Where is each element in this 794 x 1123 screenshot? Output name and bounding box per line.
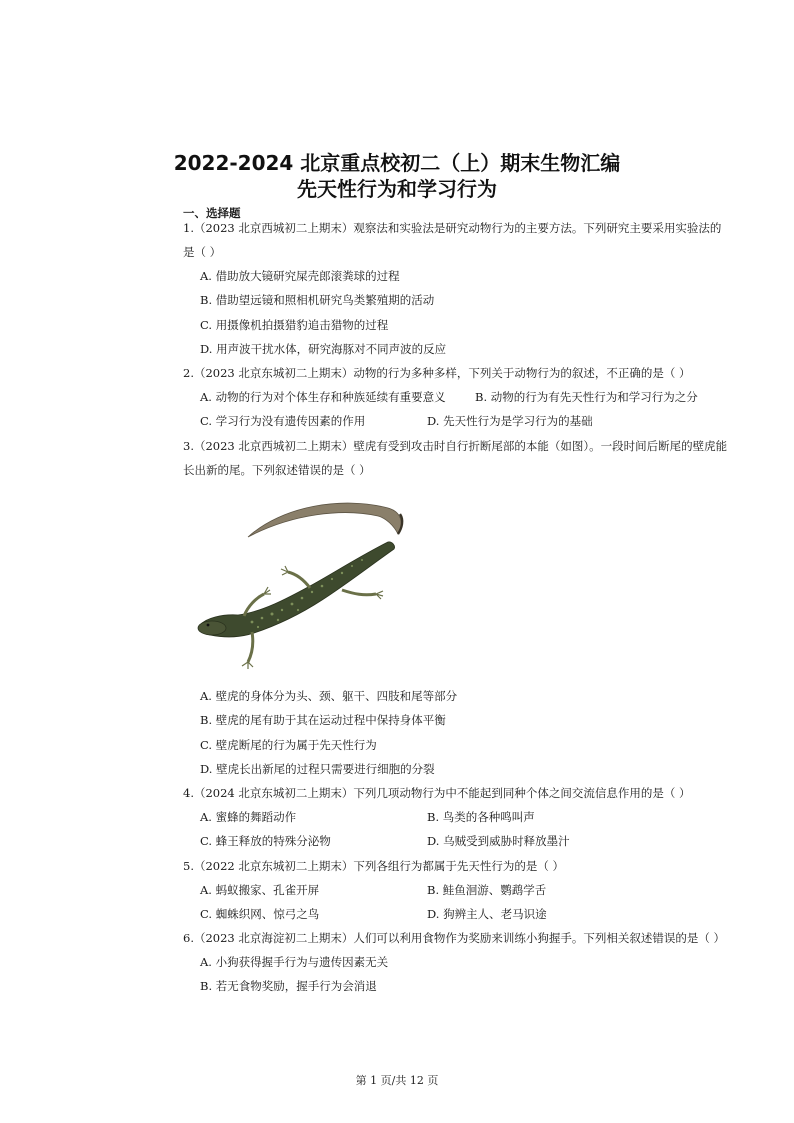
q1-option-c: C. 用摄像机拍摄猎豹追击猎物的过程 [200,318,389,332]
q2-stem-pre: 2.（2023 北京东城初二上期末）动物的行为多种多样，下列关于动物行为的叙述， [183,366,607,380]
q2-option-d: D. 先天性行为是学习行为的基础 [427,414,593,428]
q1-option-a: A. 借助放大镜研究屎壳郎滚粪球的过程 [200,269,400,283]
q3-stem-line1: 3.（2023 北京西城初二上期末）壁虎有受到攻击时自行折断尾部的本能（如图）。一段时间后断尾的壁虎能 [183,439,728,453]
page-title: 2022-2024 北京重点校初二（上）期末生物汇编 [173,151,621,175]
q3-option-c: C. 壁虎断尾的行为属于先天性行为 [200,738,377,752]
q6-option-b: B. 若无食物奖励，握手行为会消退 [200,979,377,993]
q5-option-b: B. 鲑鱼洄游、鹦鹉学舌 [427,883,547,897]
q5-option-d: D. 狗辨主人、老马识途 [427,907,547,921]
q1-option-b: B. 借助望远镜和照相机研究鸟类繁殖期的活动 [200,293,435,307]
q1-option-d: D. 用声波干扰水体，研究海豚对不同声波的反应 [200,342,447,356]
q4-stem: 4.（2024 北京东城初二上期末）下列几项动物行为中不能起到同种个体之间交流信息作用的是（ ） [183,786,691,800]
q2-option-a: A. 动物的行为对个体生存和种族延续有重要意义 [200,390,446,404]
page-footer: 第 1 页/共 12 页 [355,1074,439,1087]
q2-option-c: C. 学习行为没有遗传因素的作用 [200,414,366,428]
q4-option-b: B. 鸟类的各种鸣叫声 [427,810,535,824]
q2-stem [183,365,691,381]
q3-stem-line2: 长出新的尾。下列叙述错误的是（ ） [183,463,371,477]
q6-stem: 6.（2023 北京海淀初二上期末）人们可以利用食物作为奖励来训练小狗握手。下列相关叙述错误的是（ ） [183,931,726,945]
q1-stem-line2: 是（ ） [183,245,222,259]
q2-option-b: B. 动物的行为有先天性行为和学习行为之分 [475,390,698,404]
q4-option-c: C. 蜂王释放的特殊分泌物 [200,834,331,848]
q1-stem-line1: 1.（2023 北京西城初二上期末）观察法和实验法是研究动物行为的主要方法。下列研究主要采用实验法的 [183,221,722,235]
q3-option-d: D. 壁虎长出新尾的过程只需要进行细胞的分裂 [200,762,435,776]
q5-option-c: C. 蜘蛛织网、惊弓之鸟 [200,907,320,921]
q6-option-a: A. 小狗获得握手行为与遗传因素无关 [200,955,389,969]
q2-stem-post: 的是（ ） [640,366,691,380]
page-subtitle: 先天性行为和学习行为 [297,177,497,201]
q3-option-b: B. 壁虎的尾有助于其在运动过程中保持身体平衡 [200,713,446,727]
q5-option-a: A. 蚂蚁搬家、孔雀开屏 [200,883,320,897]
section-heading: 一、选择题 [183,206,241,220]
q3-option-a: A. 壁虎的身体分为头、颈、躯干、四肢和尾等部分 [200,689,458,703]
q5-stem: 5.（2022 北京东城初二上期末）下列各组行为都属于先天性行为的是（ ） [183,859,565,873]
q2-stem-emphasis: 不正确 [606,366,641,380]
q4-option-a: A. 蜜蜂的舞蹈动作 [200,810,297,824]
lizard-image [192,494,408,680]
q4-option-d: D. 乌贼受到威胁时释放墨汁 [427,834,570,848]
